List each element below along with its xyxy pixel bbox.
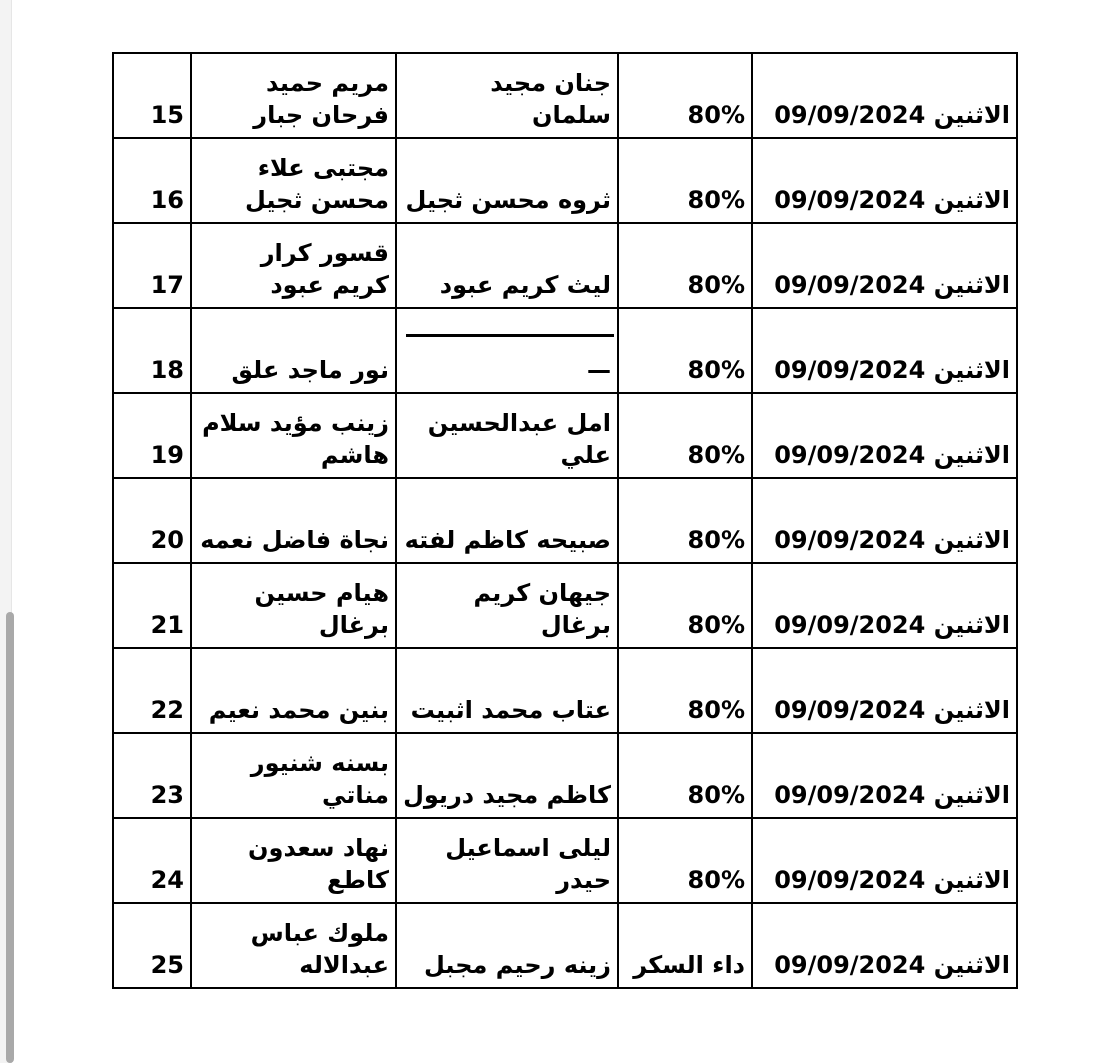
guardian-name: ثروه محسن ثجيل <box>396 138 618 223</box>
participant-name: زينب مؤيد سلام هاشم <box>191 393 396 478</box>
day-name: الاثنين <box>933 526 1010 554</box>
scrollbar-thumb[interactable] <box>6 612 14 1063</box>
participant-name: مجتبى علاء محسن ثجيل <box>191 138 396 223</box>
date-cell <box>752 733 1017 818</box>
day-name: الاثنين <box>933 101 1010 129</box>
table-row <box>113 53 1017 138</box>
date-cell <box>752 138 1017 223</box>
day-name: الاثنين <box>933 441 1010 469</box>
table-row <box>113 223 1017 308</box>
date-value: 09/09/2024 <box>774 866 926 894</box>
value-cell: 80% <box>618 393 752 478</box>
participant-name: مريم حميد فرحان جبار <box>191 53 396 138</box>
guardian-name: جنان مجيد سلمان <box>396 53 618 138</box>
row-number: 21 <box>113 563 191 648</box>
guardian-name: ليث كريم عبود <box>396 223 618 308</box>
participant-name: بسنه شنيور مناتي <box>191 733 396 818</box>
participant-name: هيام حسين برغال <box>191 563 396 648</box>
day-name: الاثنين <box>933 951 1010 979</box>
row-number: 23 <box>113 733 191 818</box>
day-name: الاثنين <box>933 611 1010 639</box>
date-value: 09/09/2024 <box>774 186 926 214</box>
participant-name: نهاد سعدون كاطع <box>191 818 396 903</box>
value-cell: 80% <box>618 733 752 818</box>
date-cell <box>752 818 1017 903</box>
value-cell: 80% <box>618 648 752 733</box>
row-number: 18 <box>113 308 191 393</box>
participant-name: نور ماجد علق <box>191 308 396 393</box>
table-row <box>113 478 1017 563</box>
value-cell: 80% <box>618 308 752 393</box>
guardian-name: امل عبدالحسين علي <box>396 393 618 478</box>
date-value: 09/09/2024 <box>774 101 926 129</box>
date-value: 09/09/2024 <box>774 951 926 979</box>
date-cell <box>752 478 1017 563</box>
value-cell: 80% <box>618 563 752 648</box>
date-cell <box>752 53 1017 138</box>
date-value: 09/09/2024 <box>774 271 926 299</box>
participant-name: قسور كرار كريم عبود <box>191 223 396 308</box>
date-cell <box>752 308 1017 393</box>
date-cell <box>752 563 1017 648</box>
row-number: 16 <box>113 138 191 223</box>
table-row <box>113 138 1017 223</box>
roster-table <box>112 52 1018 989</box>
value-cell: داء السكر <box>618 903 752 988</box>
participant-name: نجاة فاضل نعمه <box>191 478 396 563</box>
guardian-name: جيهان كريم برغال <box>396 563 618 648</box>
date-cell <box>752 223 1017 308</box>
day-name: الاثنين <box>933 271 1010 299</box>
guardian-name: زينه رحيم مجبل <box>396 903 618 988</box>
date-value: 09/09/2024 <box>774 781 926 809</box>
row-number: 15 <box>113 53 191 138</box>
date-cell <box>752 903 1017 988</box>
value-cell: 80% <box>618 138 752 223</box>
date-cell <box>752 393 1017 478</box>
value-cell: 80% <box>618 478 752 563</box>
table-row <box>113 563 1017 648</box>
table-row <box>113 903 1017 988</box>
day-name: الاثنين <box>933 781 1010 809</box>
table-row <box>113 733 1017 818</box>
day-name: الاثنين <box>933 866 1010 894</box>
date-value: 09/09/2024 <box>774 696 926 724</box>
date-value: 09/09/2024 <box>774 611 926 639</box>
row-number: 17 <box>113 223 191 308</box>
table-row <box>113 648 1017 733</box>
participant-name: بنين محمد نعيم <box>191 648 396 733</box>
row-number: 25 <box>113 903 191 988</box>
table-row <box>113 308 1017 393</box>
day-name: الاثنين <box>933 356 1010 384</box>
guardian-name: صبيحه كاظم لفته <box>396 478 618 563</box>
blank-line-divider <box>406 334 614 337</box>
guardian-name: ليلى اسماعيل حيدر <box>396 818 618 903</box>
row-number: 20 <box>113 478 191 563</box>
participant-name: ملوك عباس عبدالاله <box>191 903 396 988</box>
day-name: الاثنين <box>933 696 1010 724</box>
value-cell: 80% <box>618 818 752 903</box>
date-value: 09/09/2024 <box>774 526 926 554</box>
table-row <box>113 393 1017 478</box>
day-name: الاثنين <box>933 186 1010 214</box>
table-row <box>113 818 1017 903</box>
guardian-name: كاظم مجيد دريول <box>396 733 618 818</box>
date-cell <box>752 648 1017 733</box>
guardian-name: — <box>396 308 618 393</box>
date-value: 09/09/2024 <box>774 356 926 384</box>
row-number: 19 <box>113 393 191 478</box>
value-cell: 80% <box>618 223 752 308</box>
row-number: 24 <box>113 818 191 903</box>
date-value: 09/09/2024 <box>774 441 926 469</box>
value-cell: 80% <box>618 53 752 138</box>
guardian-name: عتاب محمد اثبيت <box>396 648 618 733</box>
row-number: 22 <box>113 648 191 733</box>
